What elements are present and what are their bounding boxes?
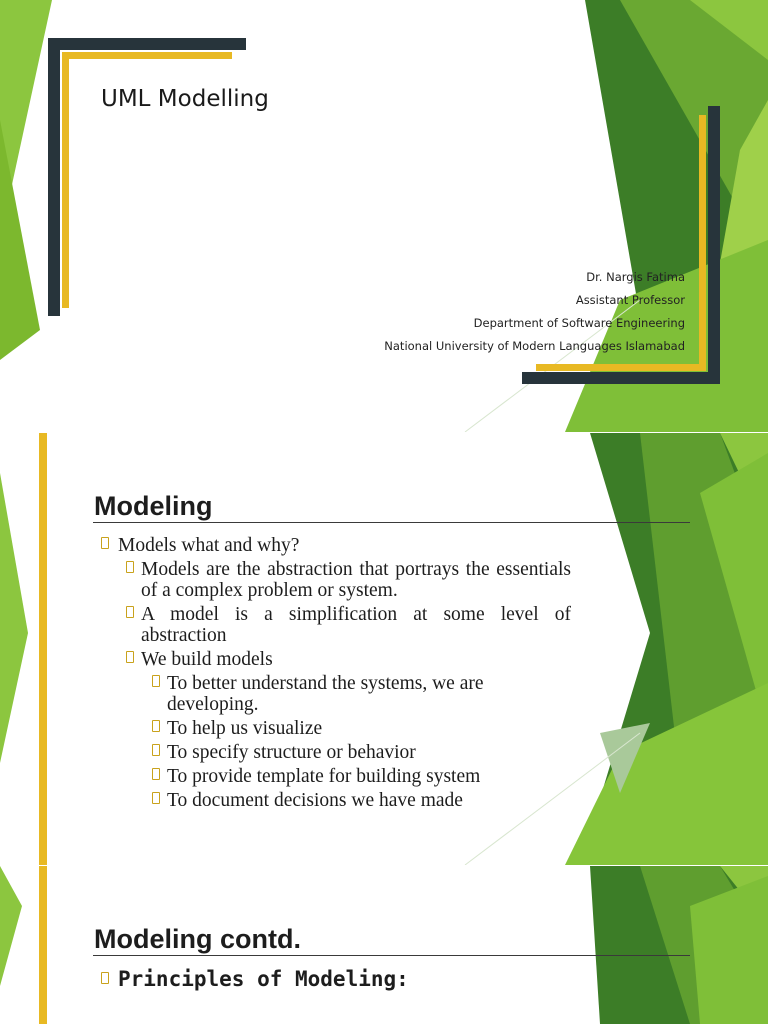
accent-bar: [39, 433, 47, 865]
list-item: [101, 967, 409, 991]
heading-underline: [93, 955, 690, 956]
modeling-contd-slide: [0, 866, 768, 1024]
accent-bar: [39, 866, 47, 1024]
slide-heading: Modeling: [94, 491, 213, 521]
author-title: Assistant Professor: [575, 293, 685, 307]
list-item: [126, 604, 571, 646]
green-triangle-background: [0, 0, 768, 432]
heading-underline: [93, 522, 690, 523]
modeling-slide: [0, 433, 768, 865]
bullet-icon: [126, 606, 134, 618]
bullet-icon: [152, 675, 160, 687]
bullet-text: Models are the abstraction that portrays the essentials of a complex problem or system.: [141, 559, 571, 601]
bullet-icon: [152, 720, 160, 732]
slide-heading: Modeling contd.: [94, 924, 301, 954]
bullet-text: To better understand the systems, we are developing.: [167, 673, 484, 715]
list-item: [152, 742, 571, 763]
bullet-icon: [152, 744, 160, 756]
bullet-text: A model is a simplification at some level of abstraction: [141, 604, 571, 646]
bullet-icon: [152, 768, 160, 780]
bullet-text: To document decisions we have made: [167, 790, 463, 811]
list-item: [101, 535, 571, 557]
bullet-icon: [152, 792, 160, 804]
bullet-text: To specify structure or behavior: [167, 742, 416, 763]
bullet-list: [101, 535, 571, 814]
bullet-icon: [126, 561, 134, 573]
bullet-text: To provide template for building system: [167, 766, 481, 787]
bullet-icon: [101, 972, 109, 984]
author-university: National University of Modern Languages Islamabad: [384, 339, 685, 353]
list-item: [152, 790, 571, 811]
list-item: [126, 649, 571, 670]
list-item: [126, 559, 571, 601]
bullet-text: Models what and why?: [118, 535, 300, 556]
title-slide: [0, 0, 768, 432]
bullet-icon: [101, 537, 109, 549]
list-item: [152, 766, 571, 787]
author-department: Department of Software Engineering: [473, 316, 685, 330]
list-item: [152, 673, 571, 715]
presentation-title: UML Modelling: [101, 86, 269, 112]
bullet-text: We build models: [141, 649, 273, 670]
bullet-icon: [126, 651, 134, 663]
list-item: [152, 718, 571, 739]
author-name: Dr. Nargis Fatima: [586, 270, 685, 284]
bullet-text: To help us visualize: [167, 718, 323, 739]
bullet-text: Principles of Modeling:: [118, 967, 409, 991]
